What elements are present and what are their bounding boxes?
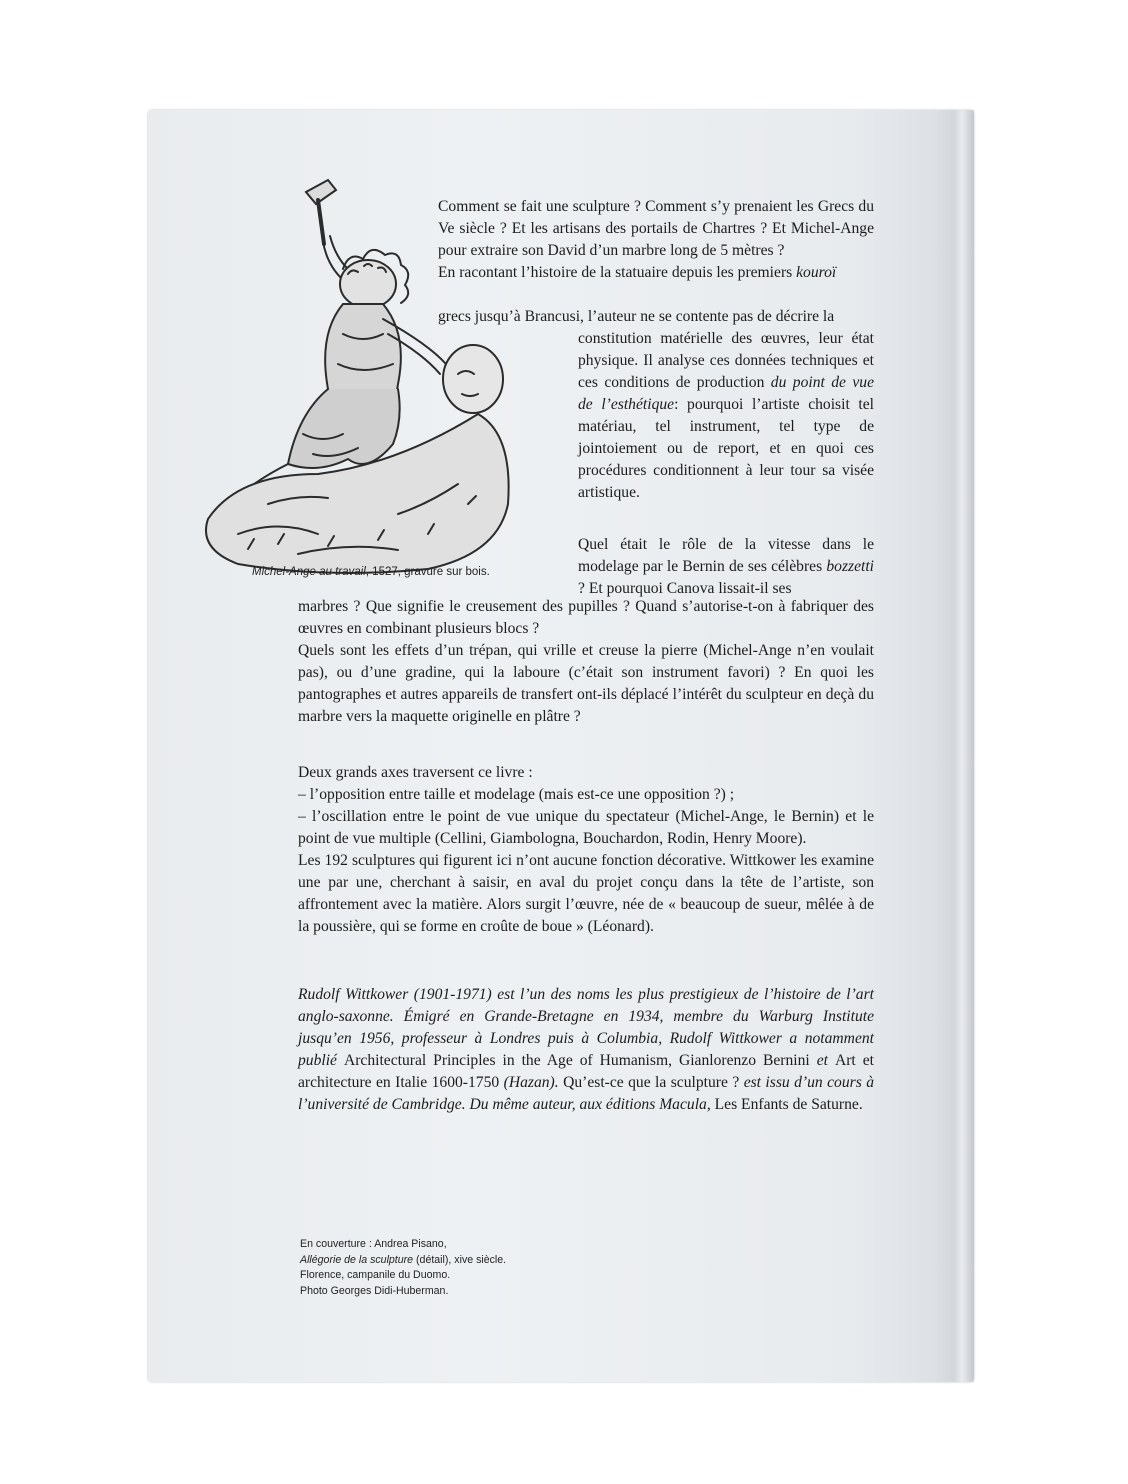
credits-line-3: Florence, campanile du Duomo. [300,1269,451,1282]
cover-credits [300,1237,620,1299]
credits-line-2: Allégorie de la sculpture (détail), xive siècle. [300,1253,507,1266]
axes-item-1: – l’opposition entre taille et modelage (mais est-ce une opposition ?) ; [298,786,735,803]
cover-edge [954,110,974,1382]
axes-intro: Deux grands axes traversent ce livre : [298,764,533,781]
question-paragraph: Quel était le rôle de la vitesse dans le modelage par le Bernin de ses célèbres bozzetti ? Et pourquoi Canova lissait-il ses [578,536,874,597]
intro-paragraph-2: En racontant l’histoire de la statuaire depuis les premiers kouroï [438,264,837,281]
intro-paragraph-2-cont: grecs jusqu’à Brancusi, l’auteur ne se contente pas de décrire la [438,308,835,325]
axes-item-2: – l’oscillation entre le point de vue unique du spectateur (Michel-Ange, le Bernin) et le point de vue multiple (Cellini, Giambologna, Bouchardon, Rodin, Henry Moore). [298,808,874,847]
intro-text [438,196,874,284]
sculptures-paragraph: Les 192 sculptures qui figurent ici n’ont aucune fonction décorative. Wittkower les examine une par une, cherchant à saisir, en aval du projet conçu dans la tête de l’artiste, son affrontement avec la matière. Alors surgit l’œuvre, née de « beaucoup de sueur, mêlée à de la poussière, qui se forme en croûte de boue » (Léonard). [298,852,874,935]
questions-paragraph-1: marbres ? Que signifie le creusement des pupilles ? Quand s’autorise-t-on à fabriquer des œuvres en combinant plusieurs blocs ? [298,598,874,637]
technique-paragraph: constitution matérielle des œuvres, leur état physique. Il analyse ces données techniques et ces conditions de production du point de vue de l’esthétique: pourquoi l’artiste choisit tel matériau, tel instrument, tel type de jointoiement ou de report, et en quoi ces procédures conditionnent à leur tour sa visée artistique. [578,330,874,501]
book-back-cover [148,110,974,1382]
questions-paragraph-2: Quels sont les effets d’un trépan, qui vrille et creuse la pierre (Michel-Ange n’en voulait pas), ou d’une gradine, qui la laboure (c’était son instrument favori) ? En quoi les pantographes et autres appareils de transfert ont-ils déplacé l’intérêt du sculpteur en deçà du marbre vers la maquette originelle en plâtre ? [298,642,874,725]
axes-text [298,762,874,938]
illustration-caption: Michel-Ange au travail, 1527, gravure sur bois. [252,566,490,578]
questions-text [298,596,874,728]
credits-line-1: En couverture : Andrea Pisano, [300,1238,447,1250]
credits-line-4: Photo Georges Didi-Huberman. [300,1284,449,1297]
intro-paragraph-1: Comment se fait une sculpture ? Comment s’y prenaient les Grecs du Ve siècle ? Et les artisans des portails de Chartres ? Et Michel-Ange pour extraire son David d’un marbre long de 5 mètres ? [438,198,874,259]
author-bio: Rudolf Wittkower (1901-1971) est l’un des noms les plus prestigieux de l’histoire de l’art anglo-saxonne. Émigré en Grande-Bretagne en 1934, membre du Warburg Institute jusqu’en 1956, professeur à Londres puis à Columbia, Rudolf Wittkower a notamment publié Architectural Principles in the Age of Humanism, Gianlorenzo Bernini et Art et architecture en Italie 1600-1750 (Hazan). Qu’est-ce que la sculpture ? est issu d’un cours à l’université de Cambridge. Du même auteur, aux éditions Macula, Les Enfants de Saturne. [298,986,875,1113]
